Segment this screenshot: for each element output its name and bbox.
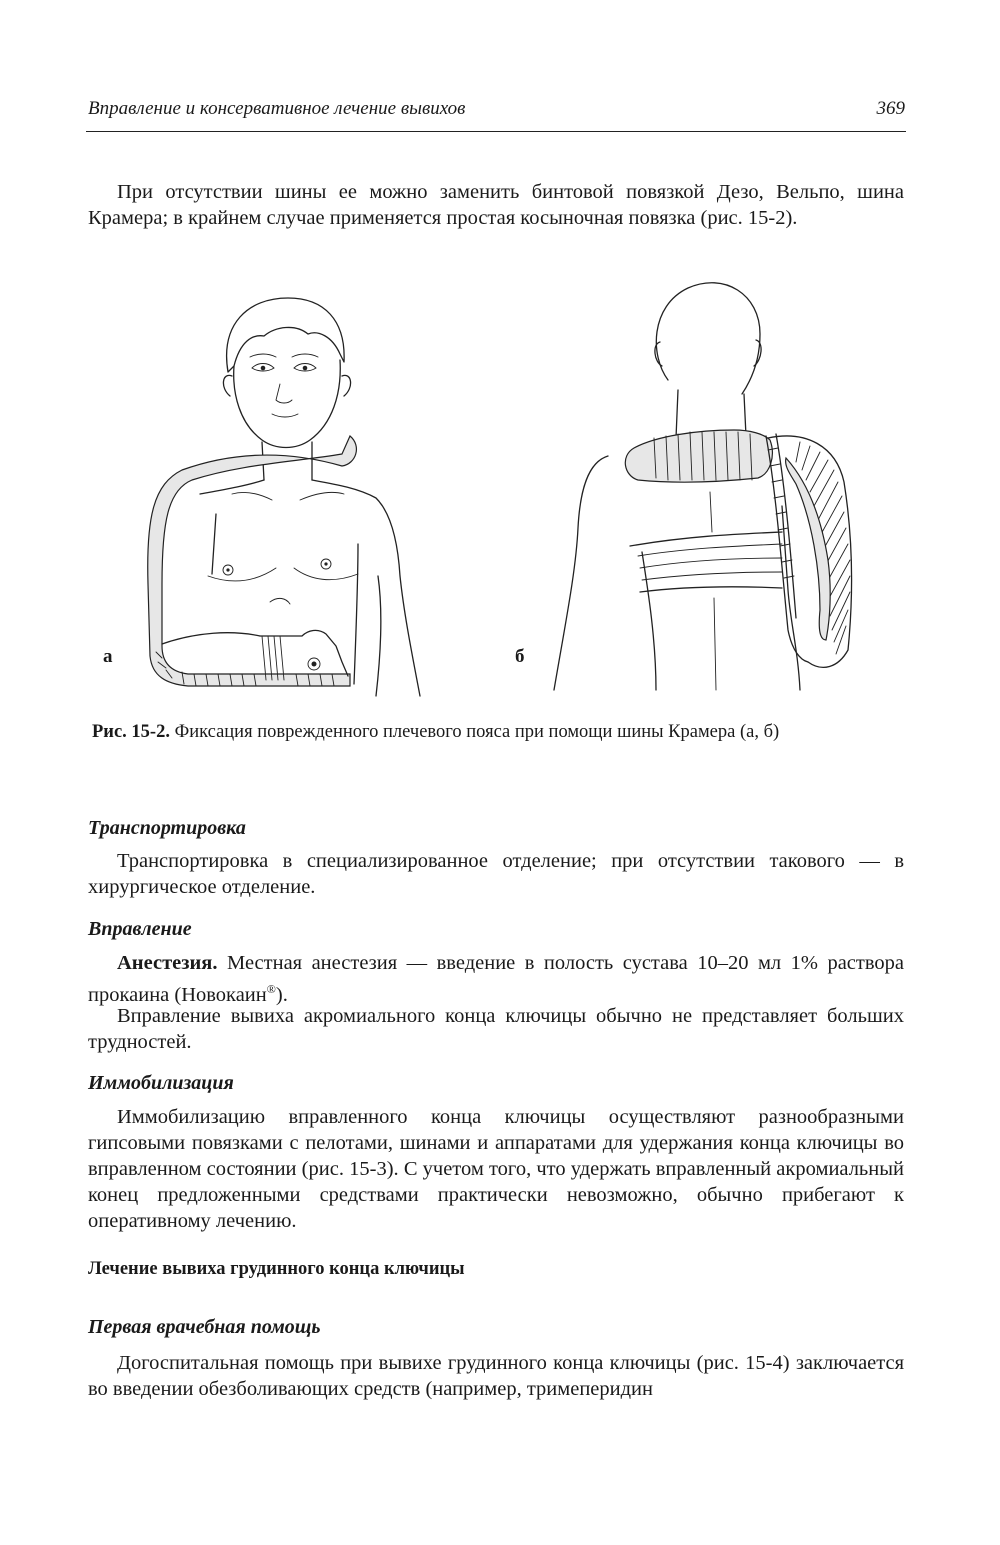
header-rule xyxy=(86,131,906,132)
anesthesia-paragraph: Анестезия. Местная анестезия — введение в полость сустава 10–20 мл 1% раствора прокаина (Новокаин®). xyxy=(88,952,904,1006)
page-number: 369 xyxy=(876,98,905,119)
heading-immobilization: Иммобилизация xyxy=(88,1072,234,1094)
figure-panel-a xyxy=(136,284,436,704)
running-title: Вправление и консервативное лечение вывихов xyxy=(88,98,466,119)
intro-paragraph: При отсутствии шины ее можно заменить бинтовой повязкой Дезо, Вельпо, шина Крамера; в крайнем случае применяется простая косыночная повязка (рис. 15-2). xyxy=(88,181,904,229)
figure-panel-b xyxy=(538,270,898,700)
figure-caption-text: Фиксация поврежденного плечевого пояса при помощи шины Крамера (а, б) xyxy=(169,722,780,742)
heading-transport: Транспортировка xyxy=(88,817,246,839)
figure-label-a: а xyxy=(103,646,113,667)
first-aid-paragraph: Догоспитальная помощь при вывихе грудинного конца ключицы (рис. 15-4) заключается во введении обезболивающих средств (например, тримеперидин xyxy=(88,1352,904,1400)
heading-sternal: Лечение вывиха грудинного конца ключицы xyxy=(88,1259,465,1279)
immobilization-paragraph: Иммобилизацию вправленного конца ключицы осуществляют разнообразными гипсовыми повязками с пелотами, шинами и аппаратами для удержания конца ключицы во вправленном состоянии (рис. 15-3). С учетом того, что удержать вправленный акромиальный конец предложенными средствами практически невозможно, обычно прибегают к оперативному лечению. xyxy=(88,1106,904,1232)
transport-paragraph: Транспортировка в специализированное отделение; при отсутствии такового — в хирургическое отделение. xyxy=(88,850,904,898)
running-head xyxy=(88,98,905,126)
figure-caption xyxy=(92,722,902,743)
heading-reduction: Вправление xyxy=(88,918,192,940)
reduction-paragraph: Вправление вывиха акромиального конца ключицы обычно не представляет больших трудностей. xyxy=(88,1005,904,1053)
figure-caption-number: Рис. 15-2. xyxy=(92,722,170,742)
figure-label-b: б xyxy=(515,646,525,667)
heading-first-aid: Первая врачебная помощь xyxy=(88,1316,321,1338)
